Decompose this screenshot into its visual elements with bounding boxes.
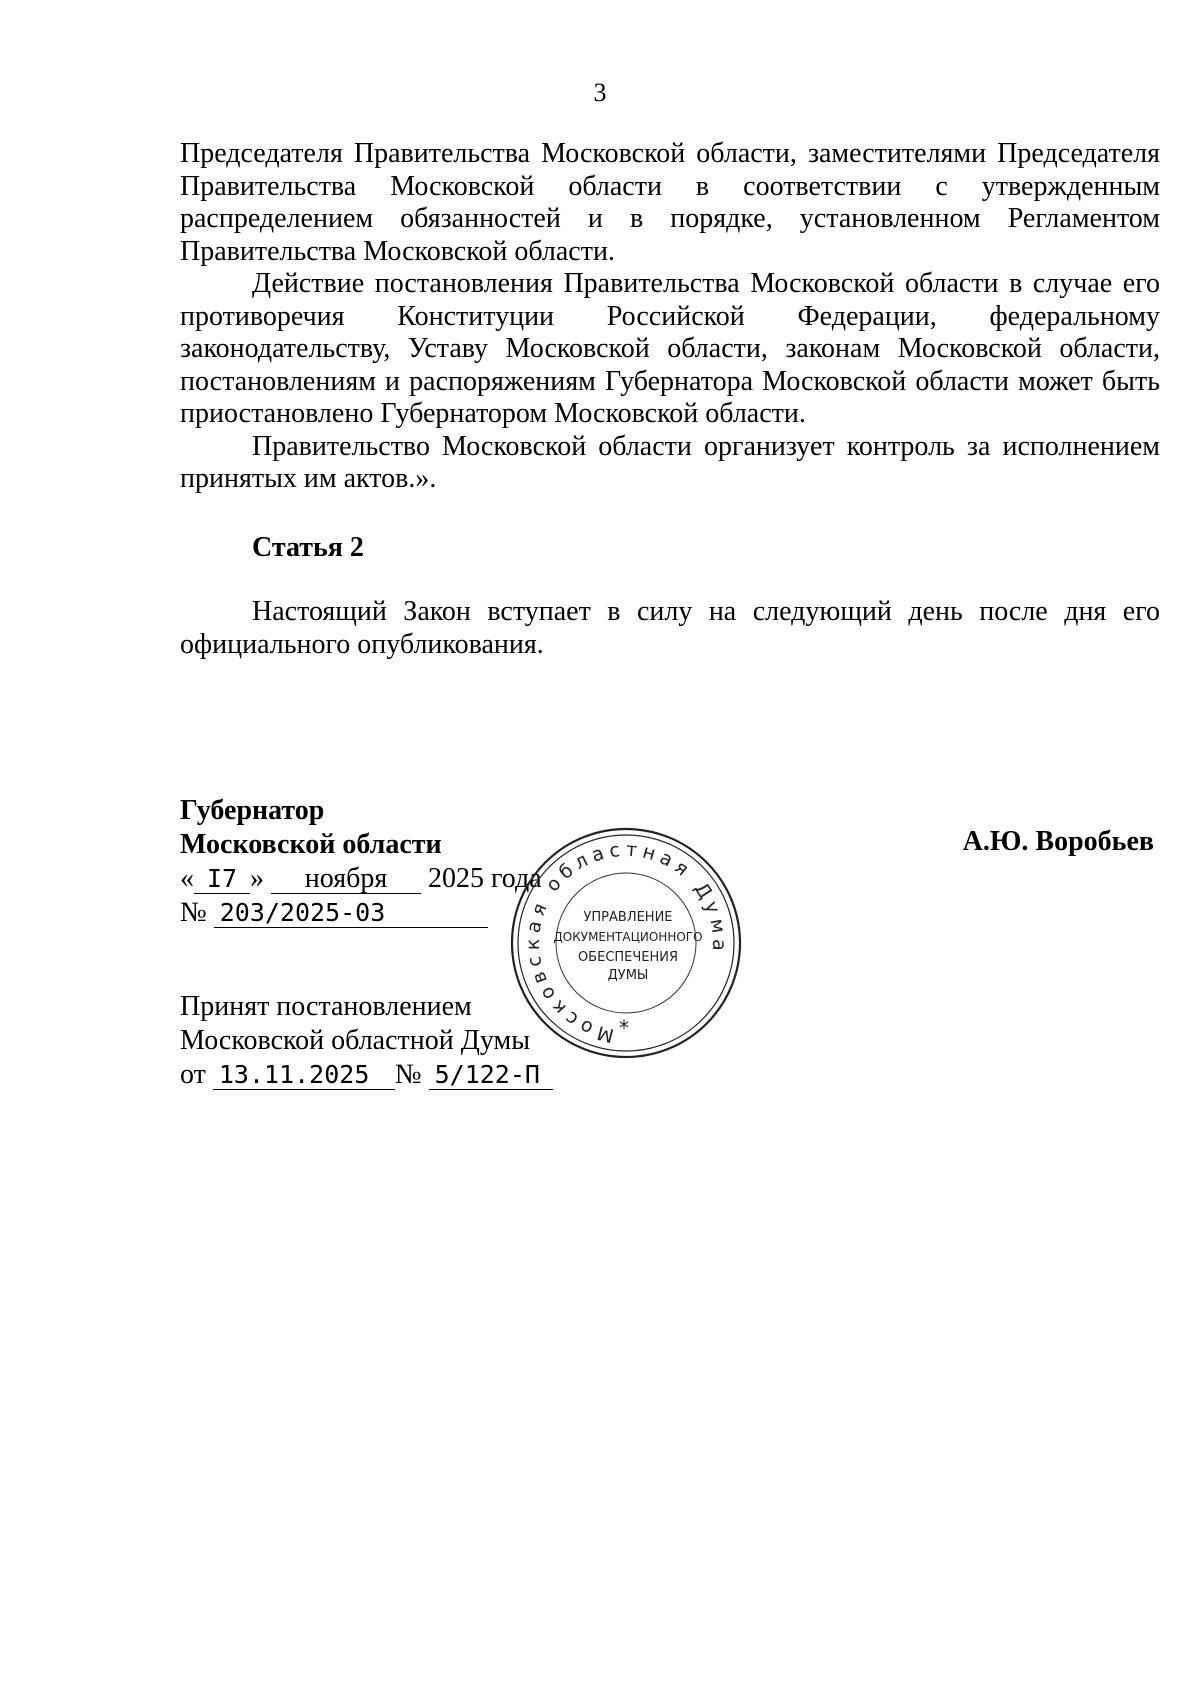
svg-text:ОБЕСПЕЧЕНИЯ: ОБЕСПЕЧЕНИЯ — [577, 950, 679, 965]
number-sign: № — [180, 897, 207, 928]
signing-date-line — [180, 862, 542, 896]
adoption-line1: Принят постановлением — [180, 991, 472, 1022]
adoption-date-line — [180, 1058, 553, 1092]
svg-text:ДОКУМЕНТАЦИОННОГО: ДОКУМЕНТАЦИОННОГО — [553, 930, 703, 944]
paragraph: Действие постановления Правительства Московской области в случае его противоречия Конституции Российской Федерации, федеральному законодательству, Уставу Московской области, законам Московской области, постановлениям и распоряжениям Губернатора Московской области может быть приостановлено Губернатором Московской области. — [180, 268, 1160, 429]
svg-text:УПРАВЛЕНИЕ: УПРАВЛЕНИЕ — [583, 910, 673, 925]
svg-text:ДУМЫ: ДУМЫ — [607, 968, 649, 983]
signer-name: А.Ю. Воробьев — [962, 826, 1154, 857]
signing-month: ноября — [271, 865, 421, 894]
stamp-star: * — [619, 1016, 629, 1040]
article-text — [180, 596, 1160, 661]
signer-position-line2: Московской области — [180, 829, 442, 860]
adoption-number: 5/122-П — [429, 1061, 553, 1090]
signing-year: 2025 года — [428, 863, 542, 894]
official-stamp — [508, 825, 744, 1061]
law-body-text — [180, 138, 1160, 496]
adoption-from-label: от — [180, 1059, 206, 1090]
article-paragraph: Настоящий Закон вступает в силу на следующий день после дня его официального опубликования. — [180, 596, 1160, 660]
article-title: Статья 2 — [252, 532, 364, 563]
registration-number-line — [180, 896, 488, 930]
signing-day: I7 — [194, 865, 250, 894]
page-number: 3 — [593, 78, 607, 107]
quote-open: « — [180, 863, 194, 894]
registration-number: 203/2025-03 — [214, 899, 488, 928]
adoption-line2: Московской областной Думы — [180, 1025, 530, 1056]
stamp-center-text — [553, 910, 702, 983]
adoption-number-sign: № — [394, 1059, 422, 1090]
paragraph: Правительство Московской области организует контроль за исполнением принятых им актов.». — [180, 430, 1160, 494]
stamp-ring-text: Московская областная Дума — [521, 838, 731, 1047]
signer-position-line1: Губернатор — [180, 795, 325, 826]
adoption-date: 13.11.2025 — [213, 1061, 395, 1090]
quote-close: » — [250, 863, 264, 894]
paragraph-continuation: Председателя Правительства Московской области, заместителями Председателя Правительства Московской области в соответствии с утвержденным распределением обязанностей и в порядке, установленном Регламентом Правительства Московской области. — [180, 138, 1160, 267]
